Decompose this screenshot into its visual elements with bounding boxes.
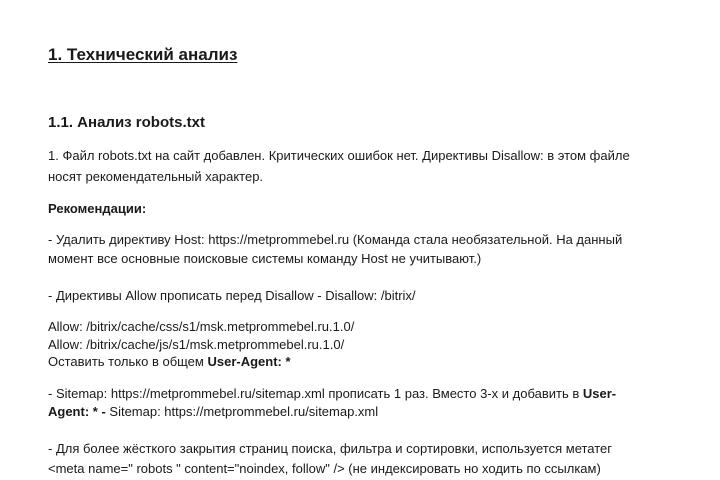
recommendation-4-line-2: <meta name=" robots " content="noindex, follow" /> (не индексировать но ходить по ссылкам) bbox=[48, 461, 601, 476]
recommendation-2-line-1: - Директивы Allow прописать перед Disallow - Disallow: /bitrix/ bbox=[48, 288, 416, 303]
rec3-line2-text: Sitemap: https://metprommebel.ru/sitemap.xml bbox=[105, 404, 379, 419]
keep-text: Оставить только в общем bbox=[48, 354, 208, 369]
intro-line-1: 1. Файл robots.txt на сайт добавлен. Критических ошибок нет. Директивы Disallow: в этом файле bbox=[48, 148, 630, 163]
allow-js-line: Allow: /bitrix/cache/js/s1/msk.metprommebel.ru.1.0/ bbox=[48, 337, 345, 352]
recommendation-3-line-1 bbox=[48, 385, 616, 402]
rec3-text: - Sitemap: https://metprommebel.ru/sitemap.xml прописать 1 раз. Вместо 3-х и добавить в bbox=[48, 386, 583, 401]
recommendation-4-line-1: - Для более жёсткого закрытия страниц поиска, фильтра и сортировки, используется метатег bbox=[48, 441, 613, 456]
intro-line-2: носят рекомендательный характер. bbox=[48, 169, 264, 184]
recommendation-1-line-1: - Удалить директиву Host: https://metprommebel.ru (Команда стала необязательной. На данный bbox=[48, 232, 623, 247]
rec3-line2-bold: Agent: * - bbox=[48, 404, 106, 419]
recommendations-title: Рекомендации: bbox=[48, 201, 147, 216]
keep-user-agent-line bbox=[48, 353, 291, 370]
allow-css-line: Allow: /bitrix/cache/css/s1/msk.metprommebel.ru.1.0/ bbox=[48, 319, 355, 334]
subsection-heading: 1.1. Анализ robots.txt bbox=[48, 114, 205, 131]
recommendation-1-line-2: момент все основные поисковые системы команду Host не учитывают.) bbox=[48, 251, 482, 266]
rec3-bold: User- bbox=[582, 386, 617, 401]
recommendation-3-line-2 bbox=[48, 403, 378, 420]
section-heading: 1. Технический анализ bbox=[48, 45, 238, 64]
keep-bold: User-Agent: * bbox=[207, 354, 291, 369]
